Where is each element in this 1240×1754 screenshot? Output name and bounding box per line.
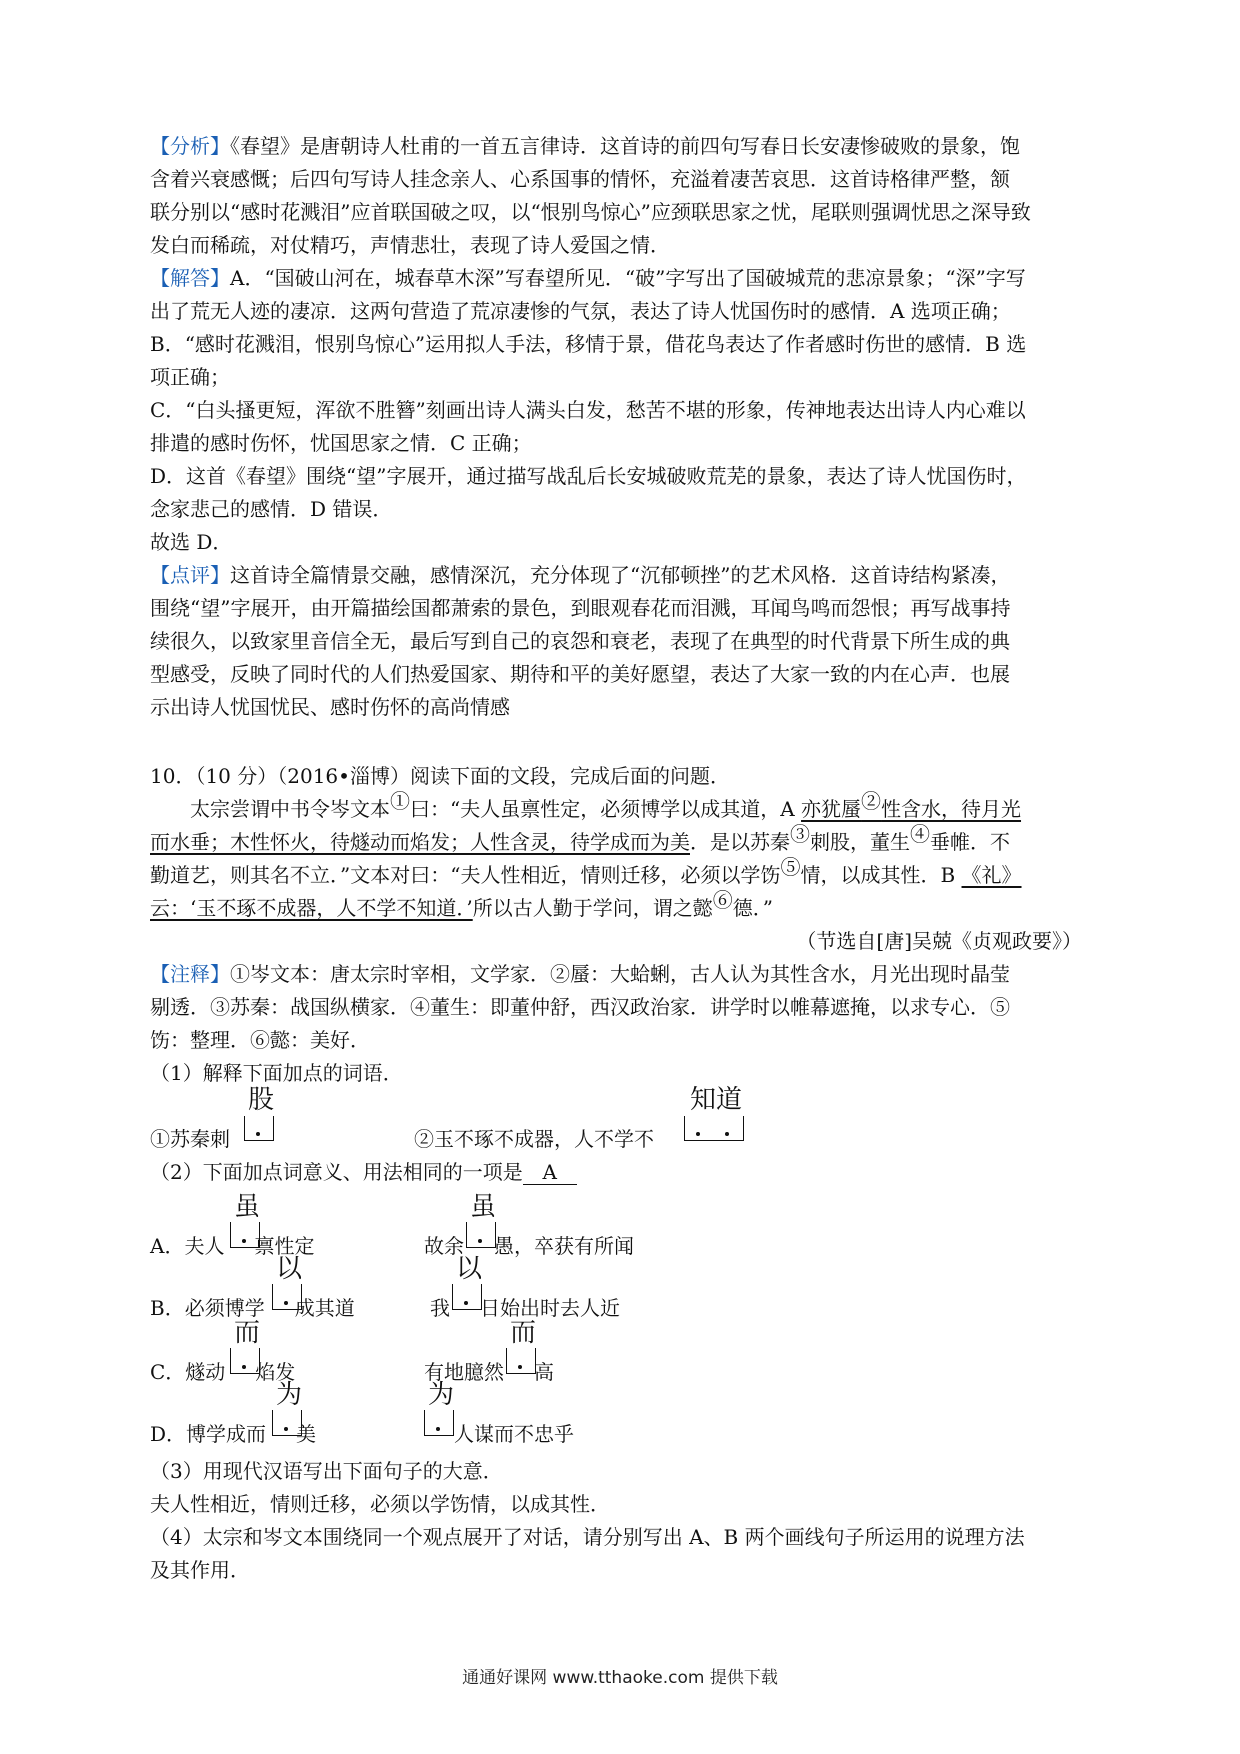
emphasis-dot: [696, 1132, 700, 1136]
comment-line: 围绕“望”字展开，由开篇描绘国都萧索的景色，到眼观春花而泪溅，耳闻鸟鸣而怨恨；再写战事持: [150, 596, 1011, 620]
dot-box: [244, 1116, 274, 1141]
emphasis-dot: [436, 1427, 440, 1431]
option-a: A．夫人 禀性定: [150, 1234, 315, 1258]
passage-line: 而水垂；木性怀火，待燧动而焰发；人性含灵，待学成而为美．是以苏秦③刺股，董生④垂帷．不: [150, 822, 1010, 854]
solution-tag: 【解答】: [150, 266, 230, 290]
q1-item-a: ①苏秦刺: [150, 1127, 230, 1151]
solution-line: C．“白头搔更短，浑欲不胜簪”刻画出诗人满头白发，愁苦不堪的形象，传神地表达出诗人内心难以: [150, 398, 1026, 422]
dot-box: [424, 1410, 454, 1436]
solution-line: B．“感时花溅泪，恨别鸟惊心”运用拟人手法，移情于景，借花鸟表达了作者感时伤世的感情．B 选: [150, 332, 1027, 356]
analysis-line: 联分别以“感时花溅泪”应首联国破之叹，以“恨别鸟惊心”应颈联思家之忧，尾联则强调忧思之深导致: [150, 200, 1031, 224]
q1-item-b: ②玉不琢不成器，人不学不: [414, 1127, 654, 1151]
passage-line: 太宗尝谓中书令岑文本①曰：“夫人虽禀性定，必须博学以成其道，A 亦犹蜃②性含水，待月光: [190, 789, 1022, 821]
notes-line: 【注释】①岑文本：唐太宗时宰相，文学家．②蜃：大蛤蜊，古人认为其性含水，月光出现时晶莹: [150, 962, 1010, 986]
underlined-sentence-b: 云：‘玉不琢不成器，人不学不知道．’: [150, 896, 473, 920]
question-header: 10．（10 分）（2016•淄博）阅读下面的文段，完成后面的问题．: [150, 764, 730, 788]
sub-question-2: （2）下面加点词意义、用法相同的一项是 A: [150, 1156, 1100, 1189]
annotated-word: 虽: [234, 1192, 261, 1222]
dot-box: [466, 1222, 496, 1248]
annotated-word: 以: [456, 1254, 483, 1284]
analysis-tag: 【分析】: [150, 134, 230, 158]
dot-box: [684, 1116, 744, 1141]
emphasis-dot: [518, 1365, 522, 1369]
comment-tag: 【点评】: [150, 563, 230, 587]
analysis-line: 【分析】《春望》是唐朝诗人杜甫的一首五言律诗．这首诗的前四句写春日长安凄惨破败的景象，饱: [150, 134, 1020, 158]
option-b-right: 我 日始出时去人近: [430, 1296, 620, 1320]
comment-line: 型感受，反映了同时代的人们热爱国家、期待和平的美好愿望，表达了大家一致的内在心声．也展: [150, 662, 1010, 686]
q2-answer: A: [523, 1160, 577, 1185]
option-d: D．博学成而 美: [150, 1422, 317, 1446]
underlined-sentence-a: 而水垂；木性怀火，待燧动而焰发；人性含灵，待学成而为美: [150, 830, 690, 854]
annotated-word: 知道: [690, 1085, 743, 1115]
emphasis-dot: [242, 1239, 246, 1243]
solution-line: 排遣的感时伤怀，忧国思家之情．C 正确；: [150, 431, 532, 455]
option-b: B．必须博学 成其道: [150, 1296, 355, 1320]
option-a-right: 故余 愚，卒获有所闻: [424, 1234, 634, 1258]
emphasis-dot: [284, 1301, 288, 1305]
dot-box: [230, 1348, 260, 1374]
notes-line: 饬：整理．⑥懿：美好．: [150, 1028, 370, 1052]
passage-line: 云：‘玉不琢不成器，人不学不知道．’所以古人勤于学问，谓之懿⑥德．”: [150, 888, 773, 920]
page-footer: 通通好课网 www.tthaoke.com 提供下载: [462, 1668, 778, 1688]
notes-line: 剔透．③苏秦：战国纵横家．④董生：即董仲舒，西汉政治家．讲学时以帷幕遮掩，以求专心．⑤: [150, 995, 1010, 1019]
dot-box: [506, 1348, 536, 1374]
option-c-right: 有地臆然 高: [424, 1360, 554, 1384]
emphasis-dot: [284, 1427, 288, 1431]
q3-sentence: 夫人性相近，情则迁移，必须以学饬情，以成其性．: [150, 1492, 610, 1516]
comment-line: 续很久，以致家里音信全无，最后写到自己的哀怨和衰老，表现了在典型的时代背景下所生成的典: [150, 629, 1010, 653]
underlined-sentence-a: 亦犹蜃②性含水，待月光: [801, 789, 1022, 821]
solution-line: 出了荒无人迹的凄凉．这两句营造了荒凉凄惨的气氛，表达了诗人忧国伤时的感情．A 选项正确；: [150, 299, 1011, 323]
annotated-word: 股: [248, 1085, 275, 1115]
option-c: C．燧动 焰发: [150, 1360, 296, 1384]
underlined-sentence-b: 《礼》: [961, 863, 1022, 887]
option-d-right: 人谋而不忠乎: [454, 1422, 574, 1446]
dot-box: [452, 1284, 482, 1310]
notes-tag: 【注释】: [150, 962, 230, 986]
emphasis-dot: [242, 1365, 246, 1369]
emphasis-dot: [478, 1239, 482, 1243]
emphasis-dot: [464, 1301, 468, 1305]
annotated-word: 而: [234, 1318, 261, 1348]
sub-question-4: 及其作用．: [150, 1558, 250, 1582]
comment-line: 【点评】这首诗全篇情景交融，感情深沉，充分体现了“沉郁顿挫”的艺术风格．这首诗结构紧凑，: [150, 563, 1011, 587]
dot-box: [272, 1284, 302, 1310]
annotated-word: 而: [510, 1318, 537, 1348]
sub-question-3: （3）用现代汉语写出下面句子的大意．: [150, 1459, 503, 1483]
emphasis-dot: [256, 1132, 260, 1136]
solution-line: 【解答】A．“国破山河在，城春草木深”写春望所见．“破”字写出了国破城荒的悲凉景象；“深”字写: [150, 266, 1026, 290]
analysis-line: 含着兴衰感慨；后四句写诗人挂念亲人、心系国事的情怀，充溢着凄苦哀思．这首诗格律严整，颔: [150, 167, 1010, 191]
solution-line: 故选 D．: [150, 530, 233, 554]
analysis-line: 发白而稀疏，对仗精巧，声情悲壮，表现了诗人爱国之情．: [150, 233, 670, 257]
passage-line: 勤道艺，则其名不立．”文本对曰：“夫人性相近，情则迁移，必须以学饬⑤情，以成其性．B 《礼》: [150, 855, 1022, 887]
sub-question-1: （1）解释下面加点的词语．: [150, 1061, 403, 1085]
solution-line: 项正确；: [150, 365, 230, 389]
annotated-word: 为: [428, 1380, 455, 1410]
annotated-word: 为: [276, 1380, 303, 1410]
solution-line: 念家悲己的感情．D 错误．: [150, 497, 393, 521]
dot-box: [272, 1410, 302, 1436]
annotated-word: 虽: [470, 1192, 497, 1222]
solution-line: D．这首《春望》围绕“望”字展开，通过描写战乱后长安城破败荒芜的景象，表达了诗人忧国伤时，: [150, 464, 1027, 488]
passage-source: （节选自[唐]吴兢《贞观政要》）: [796, 929, 1082, 953]
dot-box: [230, 1222, 260, 1248]
sub-question-4: （4）太宗和岑文本围绕同一个观点展开了对话，请分别写出 A、B 两个画线句子所运用的说理方法: [150, 1525, 1025, 1549]
comment-line: 示出诗人忧国忧民、感时伤怀的高尚情感: [150, 695, 510, 719]
annotated-word: 以: [276, 1254, 303, 1284]
emphasis-dot: [725, 1132, 729, 1136]
